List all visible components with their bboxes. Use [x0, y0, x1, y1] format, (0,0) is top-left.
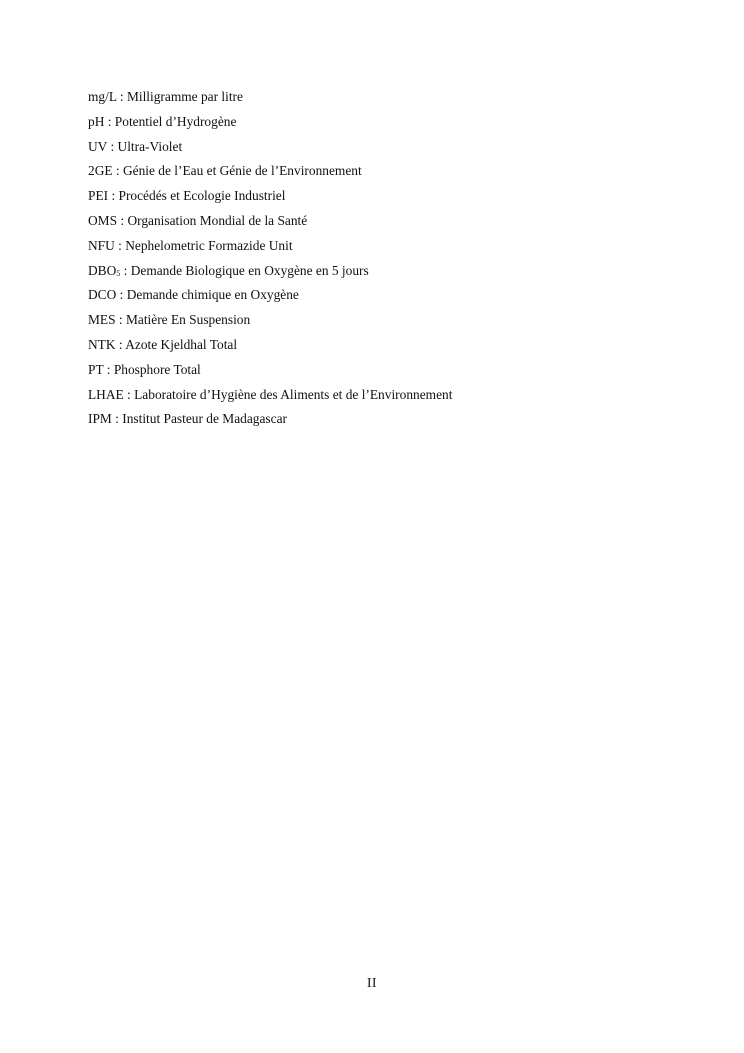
abbreviation-definition: Procédés et Ecologie Industriel — [118, 188, 286, 204]
abbreviation-definition: Matière En Suspension — [125, 312, 251, 328]
abbreviation-item — [88, 162, 452, 187]
abbreviation-code: NFU — [88, 237, 115, 253]
abbreviation-definition: Phosphore Total — [113, 361, 201, 377]
abbreviation-code: 2GE — [88, 163, 113, 179]
abbreviation-definition: Azote Kjeldhal Total — [125, 336, 238, 352]
abbreviation-code: OMS — [88, 212, 118, 228]
abbreviation-separator: : — [120, 262, 131, 278]
abbreviation-item — [88, 361, 452, 386]
abbreviation-list — [88, 88, 452, 435]
abbreviation-item — [88, 336, 452, 361]
abbreviation-separator: : — [116, 89, 127, 104]
abbreviation-code: pH — [88, 113, 105, 129]
abbreviation-item — [88, 262, 452, 287]
abbreviation-separator: : — [115, 312, 126, 328]
abbreviation-definition: Laboratoire d’Hygiène des Aliments et de l’Environnement — [134, 386, 453, 402]
abbreviation-definition: Organisation Mondial de la Santé — [127, 212, 308, 228]
abbreviation-item — [88, 237, 452, 262]
abbreviation-separator: : — [117, 212, 128, 228]
abbreviation-code: DCO — [88, 287, 117, 303]
abbreviation-code: LHAE — [88, 386, 124, 402]
abbreviation-code: DBO — [88, 262, 117, 278]
abbreviation-separator: : — [115, 336, 126, 352]
abbreviation-subscript: 5 — [116, 268, 121, 278]
abbreviation-separator: : — [112, 163, 123, 179]
abbreviation-separator: : — [103, 361, 114, 377]
abbreviation-definition: Ultra-Violet — [117, 138, 183, 154]
abbreviation-code: PT — [88, 361, 104, 377]
abbreviation-separator: : — [107, 138, 118, 154]
abbreviation-code: UV — [88, 138, 108, 154]
abbreviation-item — [88, 88, 452, 113]
abbreviation-item — [88, 286, 452, 311]
abbreviation-item — [88, 311, 452, 336]
abbreviation-separator: : — [116, 287, 127, 303]
abbreviation-code: PEI — [88, 188, 109, 204]
abbreviation-item — [88, 113, 452, 138]
abbreviation-item — [88, 386, 452, 411]
abbreviation-item — [88, 212, 452, 237]
abbreviation-definition: Nephelometric Formazide Unit — [125, 237, 293, 253]
abbreviation-definition: Demande Biologique en Oxygène en 5 jours — [130, 262, 369, 278]
abbreviation-code: IPM — [88, 411, 112, 427]
abbreviation-definition: Potentiel d’Hydrogène — [114, 113, 237, 129]
abbreviation-separator: : — [108, 188, 119, 204]
abbreviation-separator: : — [123, 386, 135, 402]
abbreviation-item — [88, 138, 452, 163]
abbreviation-code: MES — [88, 312, 116, 328]
abbreviation-definition: Génie de l’Eau et Génie de l’Environnement — [122, 163, 362, 179]
page-number-text: II — [367, 975, 377, 990]
abbreviation-separator: : — [104, 113, 115, 129]
abbreviation-item — [88, 187, 452, 212]
abbreviation-definition: Demande chimique en Oxygène — [126, 287, 299, 303]
abbreviation-definition: Institut Pasteur de Madagascar — [122, 411, 287, 427]
abbreviation-code: NTK — [88, 336, 116, 352]
abbreviation-code: mg/L — [88, 89, 117, 104]
abbreviation-definition: Milligramme par litre — [126, 89, 243, 104]
abbreviation-separator: : — [111, 411, 123, 427]
abbreviation-item — [88, 410, 452, 435]
abbreviation-separator: : — [114, 237, 126, 253]
page-number — [0, 975, 744, 991]
